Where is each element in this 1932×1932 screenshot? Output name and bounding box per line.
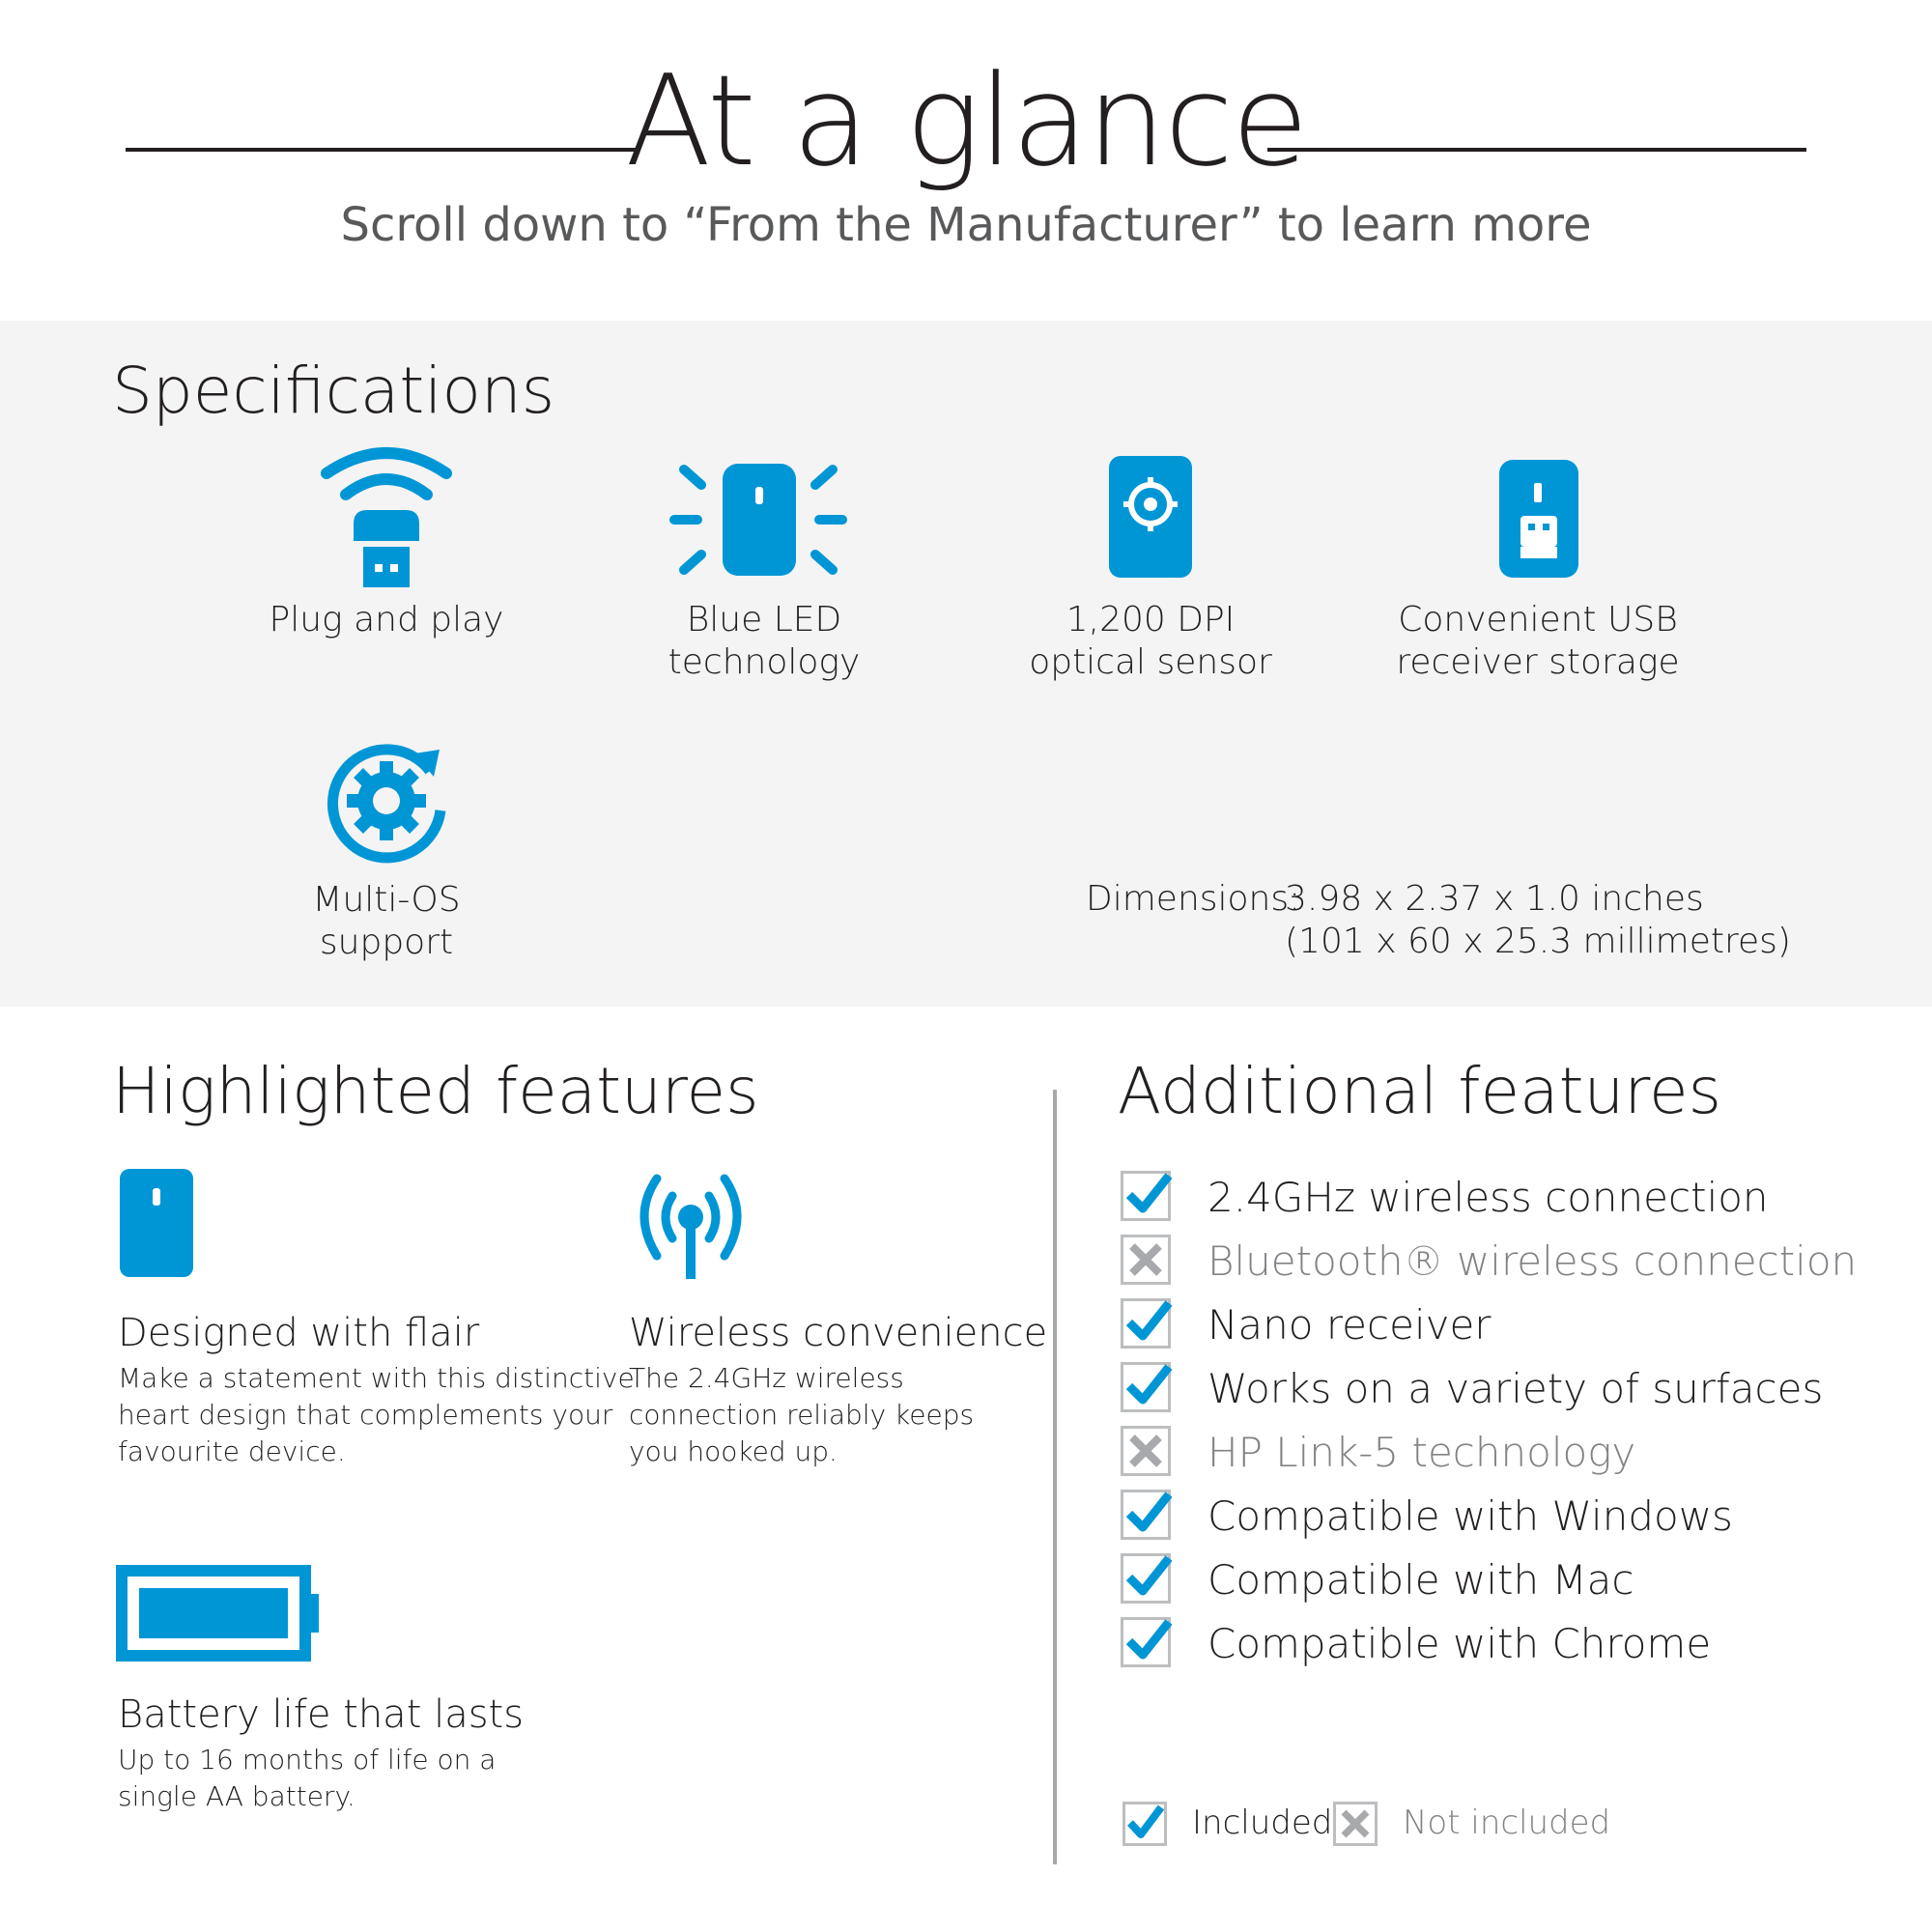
included-checkbox <box>1121 1298 1171 1349</box>
dimensions-millimetres: (101 x 60 x 25.3 millimetres) <box>1285 922 1791 961</box>
included-checkbox <box>1121 1553 1171 1604</box>
check-icon <box>1121 1169 1175 1223</box>
legend-not-included-box <box>1333 1802 1378 1846</box>
feature-desc-battery: Up to 16 months of life on a single AA battery. <box>118 1744 497 1812</box>
check-icon <box>1121 1296 1175 1350</box>
spec-label-multi-os: Multi-OS support <box>312 880 461 962</box>
included-checkbox <box>1121 1362 1171 1412</box>
included-checkbox <box>1121 1617 1171 1667</box>
dimensions-label: Dimensions: <box>1086 879 1301 919</box>
feature-title-battery: Battery life that lasts <box>118 1692 525 1737</box>
additional-feature-label: Compatible with Chrome <box>1208 1620 1712 1667</box>
additional-feature-label: Bluetooth® wireless connection <box>1208 1237 1858 1285</box>
section-divider <box>1053 1090 1057 1864</box>
battery-icon <box>116 1565 325 1662</box>
dimensions-inches: 3.98 x 2.37 x 1.0 inches <box>1285 879 1704 919</box>
feature-desc-design: Make a statement with this distinctive heart design that complements your favourite device. <box>118 1362 635 1467</box>
legend-included-box <box>1122 1802 1167 1846</box>
feature-title-design: Designed with flair <box>118 1311 480 1355</box>
additional-feature-label: Works on a variety of surfaces <box>1208 1365 1824 1412</box>
spec-label-plug-and-play: Plug and play <box>269 600 504 639</box>
additional-feature-row <box>1121 1362 1855 1420</box>
usb-storage-icon <box>1497 458 1580 580</box>
additional-feature-label: Compatible with Windows <box>1208 1492 1733 1540</box>
multi-os-gear-icon <box>322 736 451 866</box>
not-included-checkbox <box>1121 1426 1171 1476</box>
additional-feature-row <box>1121 1171 1855 1229</box>
blue-led-mouse-icon <box>667 460 850 580</box>
not-included-checkbox <box>1121 1235 1171 1285</box>
additional-feature-row <box>1121 1490 1855 1548</box>
mouse-icon <box>118 1167 195 1279</box>
wireless-antenna-icon <box>628 1169 753 1281</box>
cross-icon <box>1121 1426 1171 1476</box>
check-icon <box>1121 1615 1175 1669</box>
included-checkbox <box>1121 1490 1171 1540</box>
highlighted-features-title: Highlighted features <box>112 1054 759 1128</box>
feature-title-wireless: Wireless convenience <box>629 1311 1048 1355</box>
additional-features-title: Additional features <box>1118 1054 1721 1128</box>
spec-label-blue-led: Blue LED technology <box>668 600 861 682</box>
page-title: At a glance <box>625 47 1307 194</box>
included-checkbox <box>1121 1171 1171 1221</box>
additional-feature-row <box>1121 1553 1855 1611</box>
optical-sensor-icon <box>1107 454 1194 580</box>
additional-feature-label: Nano receiver <box>1208 1301 1492 1349</box>
check-icon <box>1122 1802 1167 1846</box>
cross-icon <box>1121 1235 1171 1285</box>
specifications-title: Specifications <box>112 354 555 428</box>
spec-label-usb-storage: Convenient USB receiver storage <box>1396 600 1680 682</box>
additional-feature-row <box>1121 1426 1855 1484</box>
page-subtitle: Scroll down to “From the Manufacturer” to learn more <box>340 198 1592 252</box>
check-icon <box>1121 1488 1175 1542</box>
legend-included-label: Included <box>1192 1804 1333 1842</box>
additional-feature-label: Compatible with Mac <box>1208 1556 1634 1604</box>
check-icon <box>1121 1360 1175 1414</box>
cross-icon <box>1333 1802 1378 1846</box>
wifi-usb-receiver-icon <box>319 446 454 591</box>
additional-feature-label: 2.4GHz wireless connection <box>1208 1174 1769 1221</box>
feature-desc-wireless: The 2.4GHz wireless connection reliably keeps you hooked up. <box>629 1362 975 1467</box>
check-icon <box>1121 1551 1175 1605</box>
additional-feature-row <box>1121 1617 1855 1675</box>
additional-feature-label: HP Link-5 technology <box>1208 1429 1636 1476</box>
legend-not-included-label: Not included <box>1403 1804 1611 1842</box>
spec-label-optical-sensor: 1,200 DPI optical sensor <box>1029 600 1272 682</box>
additional-feature-row <box>1121 1298 1855 1356</box>
additional-feature-row <box>1121 1235 1858 1293</box>
